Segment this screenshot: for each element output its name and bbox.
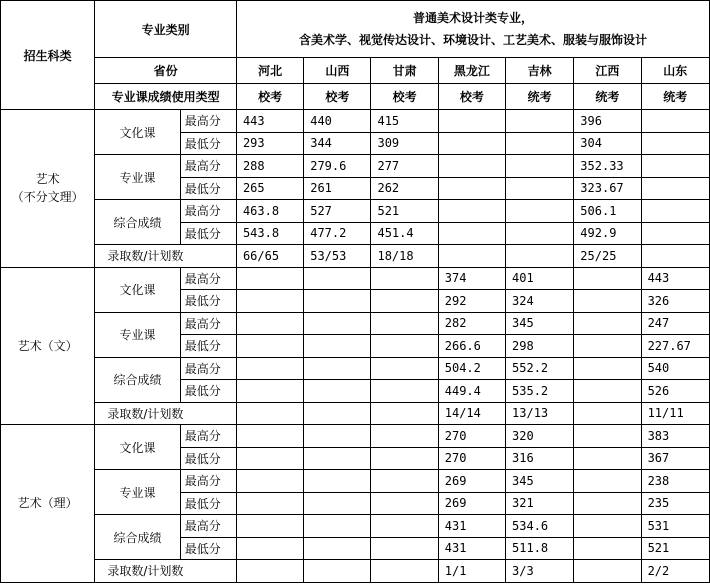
- value-cell: [304, 492, 371, 515]
- max-label: 最高分: [180, 267, 236, 290]
- value-cell: 345: [506, 470, 574, 493]
- value-cell: [506, 155, 574, 178]
- value-cell: 261: [304, 177, 371, 200]
- value-cell: 352.33: [574, 155, 641, 178]
- value-cell: [236, 425, 303, 448]
- value-cell: [371, 290, 438, 313]
- score-type-cell: 校考: [236, 84, 303, 110]
- value-cell: 279.6: [304, 155, 371, 178]
- value-cell: [371, 560, 438, 583]
- value-cell: 3/3: [506, 560, 574, 583]
- value-cell: [236, 537, 303, 560]
- value-cell: [304, 402, 371, 425]
- value-cell: [236, 402, 303, 425]
- value-cell: 521: [641, 537, 709, 560]
- value-cell: [304, 560, 371, 583]
- value-cell: [236, 380, 303, 403]
- value-cell: 451.4: [371, 222, 438, 245]
- value-cell: 309: [371, 132, 438, 155]
- score-type-header: 专业课成绩使用类型: [95, 84, 237, 110]
- province-cell: 山东: [641, 58, 709, 84]
- min-label: 最低分: [180, 380, 236, 403]
- value-cell: [304, 357, 371, 380]
- table-row: [1, 402, 710, 425]
- province-cell: 江西: [574, 58, 641, 84]
- value-cell: 66/65: [236, 245, 303, 268]
- table-row: [1, 200, 710, 223]
- value-cell: 431: [438, 515, 505, 538]
- value-cell: [641, 245, 709, 268]
- value-cell: 344: [304, 132, 371, 155]
- value-cell: 304: [574, 132, 641, 155]
- value-cell: 323.67: [574, 177, 641, 200]
- value-cell: [304, 447, 371, 470]
- table-row: [1, 155, 710, 178]
- value-cell: 506.1: [574, 200, 641, 223]
- table-row: [1, 245, 710, 268]
- table-row: [1, 357, 710, 380]
- value-cell: [506, 132, 574, 155]
- section-name: [1, 267, 95, 425]
- value-cell: [641, 110, 709, 133]
- value-cell: 2/2: [641, 560, 709, 583]
- value-cell: 11/11: [641, 402, 709, 425]
- value-cell: 463.8: [236, 200, 303, 223]
- value-cell: [304, 312, 371, 335]
- value-cell: [236, 470, 303, 493]
- value-cell: 262: [371, 177, 438, 200]
- value-cell: [236, 290, 303, 313]
- value-cell: 316: [506, 447, 574, 470]
- value-cell: 321: [506, 492, 574, 515]
- value-cell: 504.2: [438, 357, 505, 380]
- value-cell: [438, 222, 505, 245]
- max-label: 最高分: [180, 155, 236, 178]
- value-cell: [438, 200, 505, 223]
- major-description-header: [236, 1, 709, 58]
- value-cell: 345: [506, 312, 574, 335]
- value-cell: [371, 447, 438, 470]
- enroll-category-header: 招生科类: [1, 1, 95, 110]
- value-cell: 431: [438, 537, 505, 560]
- value-cell: [371, 470, 438, 493]
- value-cell: [574, 357, 641, 380]
- value-cell: 292: [438, 290, 505, 313]
- value-cell: [641, 155, 709, 178]
- min-label: 最低分: [180, 132, 236, 155]
- value-cell: [506, 177, 574, 200]
- header-row-major: [1, 1, 710, 58]
- value-cell: 25/25: [574, 245, 641, 268]
- value-cell: 53/53: [304, 245, 371, 268]
- value-cell: 477.2: [304, 222, 371, 245]
- value-cell: [574, 560, 641, 583]
- value-cell: [506, 200, 574, 223]
- table-row: [1, 110, 710, 133]
- section-name: [1, 425, 95, 583]
- value-cell: 367: [641, 447, 709, 470]
- value-cell: [371, 492, 438, 515]
- value-cell: 298: [506, 335, 574, 358]
- value-cell: [438, 177, 505, 200]
- admit-label: 录取数/计划数: [95, 560, 237, 583]
- max-label: 最高分: [180, 357, 236, 380]
- value-cell: [304, 290, 371, 313]
- min-label: 最低分: [180, 537, 236, 560]
- major-label: 专业课: [95, 470, 180, 515]
- score-type-cell: 校考: [371, 84, 438, 110]
- value-cell: 401: [506, 267, 574, 290]
- value-cell: [304, 470, 371, 493]
- value-cell: 443: [641, 267, 709, 290]
- value-cell: [371, 357, 438, 380]
- major-label: 专业课: [95, 155, 180, 200]
- value-cell: [236, 335, 303, 358]
- value-cell: 288: [236, 155, 303, 178]
- value-cell: 383: [641, 425, 709, 448]
- value-cell: 492.9: [574, 222, 641, 245]
- value-cell: 543.8: [236, 222, 303, 245]
- value-cell: 227.67: [641, 335, 709, 358]
- score-type-cell: 统考: [506, 84, 574, 110]
- value-cell: [574, 380, 641, 403]
- min-label: 最低分: [180, 335, 236, 358]
- value-cell: 552.2: [506, 357, 574, 380]
- value-cell: 326: [641, 290, 709, 313]
- value-cell: [236, 267, 303, 290]
- composite-label: 综合成绩: [95, 515, 180, 560]
- value-cell: 440: [304, 110, 371, 133]
- header-row-province: [1, 58, 710, 84]
- value-cell: [574, 267, 641, 290]
- major-label: 专业课: [95, 312, 180, 357]
- major-category-header: 专业类别: [95, 1, 237, 58]
- major-description-line1: 普通美术设计类专业，: [412, 11, 533, 25]
- province-cell: 河北: [236, 58, 303, 84]
- value-cell: 396: [574, 110, 641, 133]
- value-cell: [438, 132, 505, 155]
- table-row: [1, 560, 710, 583]
- province-cell: 甘肃: [371, 58, 438, 84]
- section-name-line1: 艺术: [35, 172, 60, 187]
- province-cell: 山西: [304, 58, 371, 84]
- max-label: 最高分: [180, 200, 236, 223]
- value-cell: 265: [236, 177, 303, 200]
- value-cell: 13/13: [506, 402, 574, 425]
- value-cell: [371, 335, 438, 358]
- value-cell: [371, 537, 438, 560]
- composite-label: 综合成绩: [95, 357, 180, 402]
- province-cell: 黑龙江: [438, 58, 505, 84]
- value-cell: [574, 515, 641, 538]
- value-cell: [371, 425, 438, 448]
- value-cell: [641, 177, 709, 200]
- value-cell: [506, 110, 574, 133]
- value-cell: 449.4: [438, 380, 505, 403]
- section-name: [1, 110, 95, 268]
- value-cell: [371, 402, 438, 425]
- value-cell: 238: [641, 470, 709, 493]
- value-cell: [236, 515, 303, 538]
- value-cell: 526: [641, 380, 709, 403]
- admit-label: 录取数/计划数: [95, 245, 237, 268]
- value-cell: [236, 357, 303, 380]
- value-cell: 270: [438, 447, 505, 470]
- score-type-cell: 统考: [574, 84, 641, 110]
- value-cell: 415: [371, 110, 438, 133]
- max-label: 最高分: [180, 425, 236, 448]
- value-cell: 14/14: [438, 402, 505, 425]
- value-cell: 324: [506, 290, 574, 313]
- section-name-line1: 艺术（理）: [17, 496, 78, 511]
- value-cell: [371, 312, 438, 335]
- value-cell: [506, 245, 574, 268]
- value-cell: [574, 447, 641, 470]
- value-cell: 531: [641, 515, 709, 538]
- min-label: 最低分: [180, 492, 236, 515]
- value-cell: 235: [641, 492, 709, 515]
- value-cell: [438, 110, 505, 133]
- header-row-score-type: [1, 84, 710, 110]
- province-header: 省份: [95, 58, 237, 84]
- max-label: 最高分: [180, 110, 236, 133]
- value-cell: [506, 222, 574, 245]
- max-label: 最高分: [180, 470, 236, 493]
- admit-label: 录取数/计划数: [95, 402, 237, 425]
- value-cell: [641, 222, 709, 245]
- value-cell: 521: [371, 200, 438, 223]
- value-cell: 1/1: [438, 560, 505, 583]
- major-description-line2: 含美术学、视觉传达设计、环境设计、工艺美术、服装与服饰设计: [298, 33, 647, 47]
- value-cell: 535.2: [506, 380, 574, 403]
- value-cell: [574, 312, 641, 335]
- value-cell: 277: [371, 155, 438, 178]
- min-label: 最低分: [180, 177, 236, 200]
- table-row: [1, 312, 710, 335]
- value-cell: 374: [438, 267, 505, 290]
- value-cell: [304, 515, 371, 538]
- score-type-cell: 校考: [438, 84, 505, 110]
- score-type-cell: 统考: [641, 84, 709, 110]
- culture-label: 文化课: [95, 267, 180, 312]
- province-cell: 吉林: [506, 58, 574, 84]
- value-cell: [641, 200, 709, 223]
- value-cell: 534.6: [506, 515, 574, 538]
- value-cell: 443: [236, 110, 303, 133]
- value-cell: [304, 425, 371, 448]
- culture-label: 文化课: [95, 110, 180, 155]
- composite-label: 综合成绩: [95, 200, 180, 245]
- value-cell: 266.6: [438, 335, 505, 358]
- value-cell: 270: [438, 425, 505, 448]
- table-row: [1, 470, 710, 493]
- min-label: 最低分: [180, 222, 236, 245]
- value-cell: [236, 312, 303, 335]
- value-cell: 269: [438, 492, 505, 515]
- value-cell: [304, 335, 371, 358]
- min-label: 最低分: [180, 447, 236, 470]
- value-cell: [236, 492, 303, 515]
- value-cell: [371, 380, 438, 403]
- value-cell: 282: [438, 312, 505, 335]
- value-cell: 247: [641, 312, 709, 335]
- section-name-line1: 艺术（文）: [17, 338, 78, 353]
- max-label: 最高分: [180, 312, 236, 335]
- table-row: [1, 425, 710, 448]
- value-cell: [438, 155, 505, 178]
- value-cell: [574, 425, 641, 448]
- value-cell: [574, 492, 641, 515]
- section-name-line2: （不分文理）: [11, 190, 84, 205]
- table-row: [1, 267, 710, 290]
- value-cell: [371, 515, 438, 538]
- value-cell: [371, 267, 438, 290]
- value-cell: 320: [506, 425, 574, 448]
- value-cell: 293: [236, 132, 303, 155]
- value-cell: [574, 402, 641, 425]
- table-row: [1, 515, 710, 538]
- value-cell: 18/18: [371, 245, 438, 268]
- value-cell: [574, 470, 641, 493]
- value-cell: [574, 537, 641, 560]
- value-cell: [641, 132, 709, 155]
- value-cell: [236, 560, 303, 583]
- value-cell: 540: [641, 357, 709, 380]
- value-cell: 269: [438, 470, 505, 493]
- min-label: 最低分: [180, 290, 236, 313]
- value-cell: [438, 245, 505, 268]
- value-cell: [304, 380, 371, 403]
- value-cell: [304, 267, 371, 290]
- value-cell: [574, 335, 641, 358]
- culture-label: 文化课: [95, 425, 180, 470]
- value-cell: 511.8: [506, 537, 574, 560]
- value-cell: [304, 537, 371, 560]
- value-cell: [236, 447, 303, 470]
- value-cell: 527: [304, 200, 371, 223]
- value-cell: [574, 290, 641, 313]
- max-label: 最高分: [180, 515, 236, 538]
- score-type-cell: 校考: [304, 84, 371, 110]
